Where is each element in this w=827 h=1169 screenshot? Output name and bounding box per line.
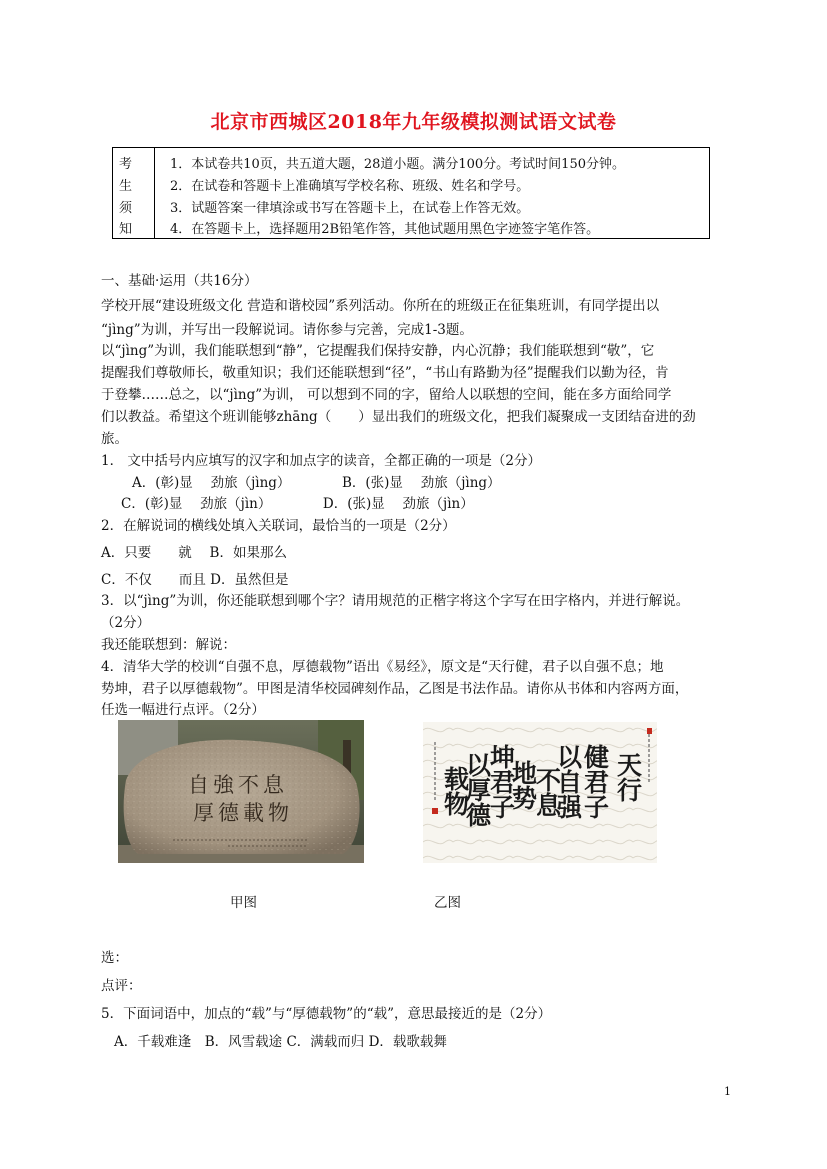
notice-side-char: 生	[119, 179, 133, 194]
calligraphy-column: 天行	[613, 752, 643, 802]
text-line: 提醒我们尊敬师长，敬重知识；我们还能联想到“径”，“书山有路勤为径”提醒我们以勤为径，肯	[101, 365, 669, 381]
question-4: 4．清华大学的校训“自强不息，厚德载物”语出《易经》，原文是“天行健，君子以自强不息；地	[101, 659, 664, 675]
notice-rule: 3．试题答案一律填涂或书写在答题卡上，在试卷上作答无效。	[170, 201, 530, 216]
question-1-options-ab: A．(彰)显 劲旅（jìng） B．(张)显 劲旅（jìng）	[132, 475, 501, 491]
question-3: 3．以“jìng”为训，你还能联想到哪个字？请用规范的正楷字将这个字写在田字格内，并进行解说。	[101, 593, 690, 609]
calligraphy-column: 地势	[508, 760, 538, 810]
notice-rule: 4．在答题卡上，选择题用2B铅笔作答，其他试题用黑色字迹签字笔作答。	[170, 222, 600, 237]
calligraphy-artwork	[423, 722, 657, 863]
text-line: 旅。	[101, 431, 128, 447]
calligraphy-column: 坤君子	[486, 744, 516, 819]
question-2-options-cd: C．不仅 而且 D．虽然但是	[101, 572, 289, 588]
text-line: 任选一幅进行点评。（2分）	[101, 702, 265, 718]
notice-rule: 2．在试卷和答题卡上准确填写学校名称、班级、姓名和学号。	[170, 179, 530, 194]
page-number: 1	[724, 1085, 731, 1098]
notice-rule: 1．本试卷共10页，共五道大题，28道小题。满分100分。考试时间150分钟。	[170, 157, 625, 172]
text-line: 势坤，君子以厚德载物”。甲图是清华校园碑刻作品，乙图是书法作品。请你从书体和内容两方面，	[101, 681, 689, 697]
text-line: “jìng”为训，并写出一段解说词。请你参与完善，完成1-3题。	[101, 322, 473, 338]
section-heading: 一、基础·运用（共16分）	[101, 273, 258, 289]
caption-jia: 甲图	[230, 895, 257, 911]
page-title: 北京市西城区2018年九年级模拟测试语文试卷	[210, 111, 617, 133]
question-3-score: （2分）	[101, 615, 151, 631]
red-seal-icon	[432, 808, 438, 814]
exam-notice-box	[112, 147, 710, 239]
stone-inscription-line-1: 自強不息	[188, 773, 288, 797]
red-seal-icon	[647, 728, 652, 734]
comment-line: 点评：	[101, 978, 142, 994]
calligraphy-column: 以自强	[553, 744, 583, 819]
notice-side-char: 须	[119, 201, 133, 216]
calligraphy-column: 以厚德	[462, 752, 492, 827]
stone-inscription-line-2: 厚德載物	[193, 801, 293, 825]
notice-side-char: 考	[119, 157, 133, 172]
question-5-options: A．千载难逢 B．风雪载途 C．满载而归 D．载歌载舞	[114, 1034, 447, 1050]
text-line: 们以教益。希望这个班训能够zhāng（ ）显出我们的班级文化，把我们凝聚成一支团结奋进的劲	[101, 409, 696, 425]
choice-line: 选：	[101, 950, 128, 966]
notice-side-char: 知	[119, 222, 133, 237]
caption-yi: 乙图	[434, 895, 461, 911]
calligraphy-column: 载物	[440, 766, 470, 816]
calligraphy-column: 不息	[532, 767, 562, 817]
question-2: 2．在解说词的横线处填入关联词，最恰当的一项是（2分）	[101, 518, 456, 534]
question-2-options-ab: A．只要 就 B．如果那么	[101, 545, 287, 561]
question-1: 1． 文中括号内应填写的汉字和加点字的读音，全都正确的一项是（2分）	[101, 453, 541, 469]
stone-carving-photo	[118, 720, 364, 863]
calligraphy-column: 健君子	[580, 744, 610, 819]
question-3-answer-line: 我还能联想到：解说：	[101, 637, 236, 653]
text-line: 学校开展“建设班级文化 营造和谐校园”系列活动。你所在的班级正在征集班训，有同学提出以	[101, 298, 660, 314]
question-1-options-cd: C．(彰)显 劲旅（jìn） D．(张)显 劲旅（jìn）	[121, 496, 474, 512]
notice-side-label	[113, 148, 155, 238]
text-line: 于登攀……总之，以“jìng”为训， 可以想到不同的字，留给人以联想的空间，能在多方面给同学	[101, 387, 672, 403]
text-line: 以“jìng”为训，我们能联想到“静”，它提醒我们保持安静，内心沉静；我们能联想到“敬”，它	[101, 343, 655, 359]
question-5: 5．下面词语中，加点的“载”与“厚德载物”的“载”，意思最接近的是（2分）	[101, 1006, 552, 1022]
